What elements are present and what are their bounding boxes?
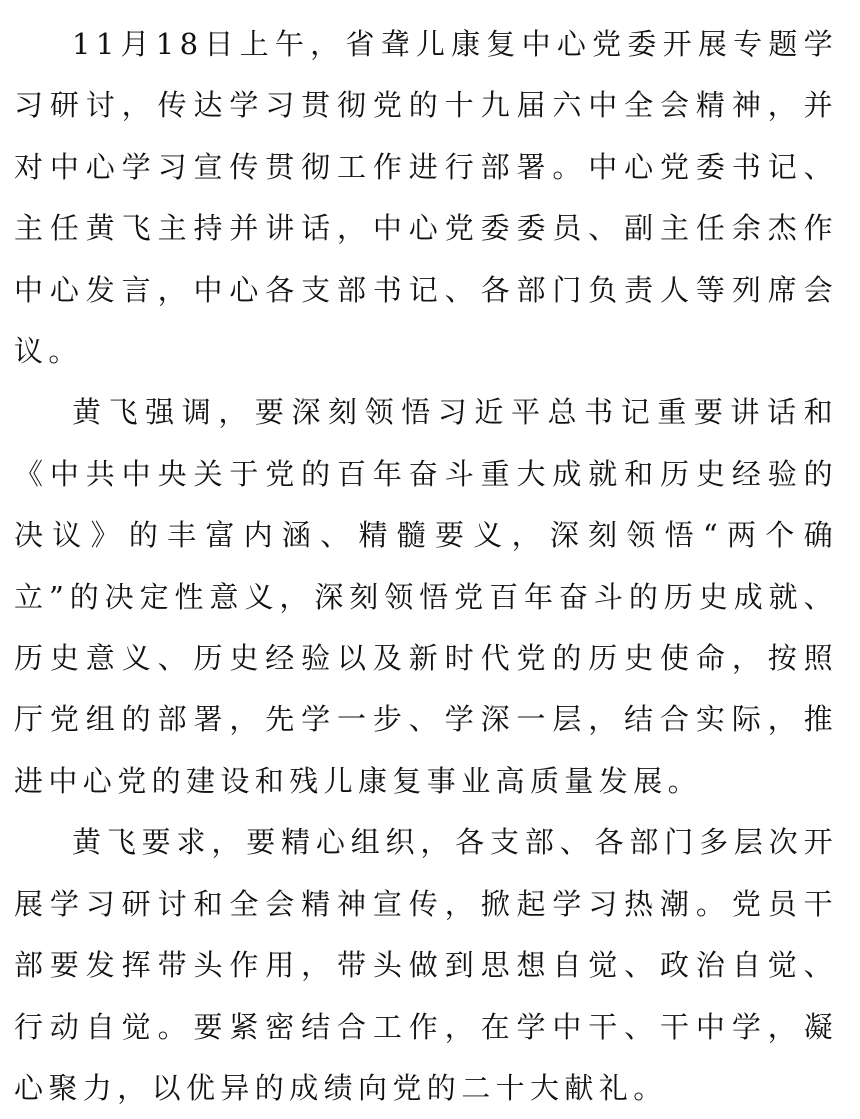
paragraph-1: 11月18日上午，省聋儿康复中心党委开展专题学习研讨，传达学习贯彻党的十九届六中全会精神，并对中心学习宣传贯彻工作进行部署。中心党委书记、主任黄飞主持并讲话，中心党委委员、副主任余杰作中心发言，中心各支部书记、各部门负责人等列席会议。 bbox=[14, 27, 838, 369]
paragraph-2: 黄飞强调，要深刻领悟习近平总书记重要讲话和《中共中央关于党的百年奋斗重大成就和历史经验的决议》的丰富内涵、精髓要义，深刻领悟“两个确立”的决定性意义，深刻领悟党百年奋斗的历史成就、历史意义、历史经验以及新时代党的历史使命，按照厅党组的部署，先学一步、学深一层，结合实际，推进中心党的建设和残儿康复事业高质量发展。 bbox=[14, 395, 838, 798]
paragraph-3: 黄飞要求，要精心组织，各支部、各部门多层次开展学习研讨和全会精神宣传，掀起学习热潮。党员干部要发挥带头作用，带头做到思想自觉、政治自觉、行动自觉。要紧密结合工作，在学中干、干中学，凝心聚力，以优异的成绩向党的二十大献礼。 bbox=[14, 825, 838, 1105]
